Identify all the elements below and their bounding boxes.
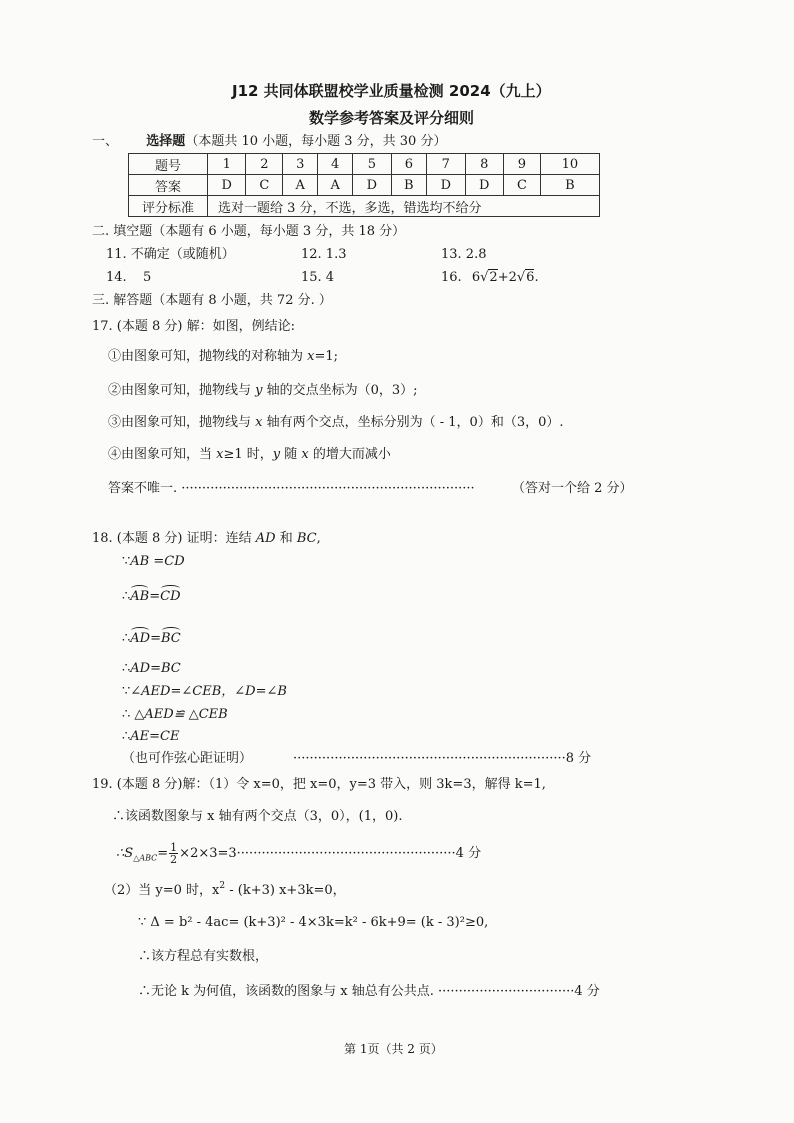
q18-line-2 — [122, 588, 181, 606]
answer-15: 15. 4 — [301, 270, 335, 285]
q19-conclusion: ∴无论 k 为何值，该函数的图象与 x 轴总有公共点. ·································4 分 — [138, 984, 600, 999]
answer-14-number: 14. — [106, 270, 127, 285]
table-cell: 2 — [246, 154, 283, 175]
q18-l1-expr: AB =CD — [130, 554, 185, 569]
arc-bc: BC — [161, 631, 181, 646]
section1-heading — [92, 133, 446, 151]
table-cell: D — [465, 175, 503, 196]
fraction-one-half — [169, 842, 178, 865]
q17-c4-var-x: x — [216, 447, 224, 462]
because-symbol: ∵ — [122, 554, 131, 569]
table-cell: D — [208, 175, 246, 196]
answer-16-plus: +2 — [497, 270, 517, 285]
table-cell: 10 — [540, 154, 599, 175]
q17-c3-var: x — [255, 415, 263, 430]
q18-score: ··································································8 分 — [293, 751, 592, 766]
q19-heading: 19. (本题 8 分)解：（1）令 x=0，把 x=0，y=3 带入，则 3k=3，解得 k=1, — [92, 777, 546, 792]
q17-conclusion-2 — [108, 382, 418, 400]
answer-13: 13. 2.8 — [441, 247, 487, 262]
q17-c2-var: y — [255, 383, 263, 398]
table-cell: 3 — [283, 154, 318, 175]
q17-note: 答案不唯一. ······································································· — [108, 481, 475, 496]
q19-area — [116, 842, 481, 865]
q17-score: （答对一个给 2 分） — [512, 481, 633, 496]
q17-c4-var-y: y — [272, 447, 281, 462]
section2-heading: 二. 填空题（本题有 6 小题，每小题 3 分，共 18 分） — [92, 224, 406, 239]
q18-line-7 — [122, 728, 180, 746]
table-cell: 6 — [391, 154, 427, 175]
table-cell: 评分标准 — [129, 196, 208, 217]
fraction-denominator: 2 — [170, 853, 178, 866]
answer-16-end: . — [534, 270, 539, 285]
therefore-symbol: ∴ — [122, 661, 131, 676]
section3-heading: 三. 解答题（本题有 8 小题，共 72 分. ） — [92, 293, 332, 308]
q19-line-1: ∴该函数图象与 x 轴有两个交点（3，0），(1，0). — [112, 809, 403, 824]
q17-c4-text: ④由图象可知，当 — [108, 447, 217, 462]
table-cell: A — [318, 175, 353, 196]
table-cell: C — [246, 175, 283, 196]
q18-alternative: （也可作弦心距证明） — [122, 751, 253, 766]
q18-heading — [92, 530, 321, 548]
q17-c4-tail: 的增大而减小 — [308, 447, 391, 462]
page-title: J12 共同体联盟校学业质量检测 2024（九上） — [232, 82, 551, 100]
answer-16-radicand-1: 2 — [489, 270, 498, 285]
q19-discriminant: ∵ Δ = b² - 4ac= (k+3)² - 4×3k=k² - 6k+9= (k - 3)²≥0, — [138, 915, 489, 930]
table-cell: 题号 — [129, 154, 208, 175]
answer-11: 11. 不确定（或随机） — [106, 247, 235, 262]
fraction-numerator: 1 — [170, 841, 178, 854]
q18-line-1 — [122, 553, 185, 571]
table-cell: D — [353, 175, 391, 196]
q18-line-6 — [122, 706, 228, 724]
table-cell: C — [504, 175, 541, 196]
arc-ab: AB — [130, 589, 150, 604]
equals-sign: = — [150, 631, 161, 646]
answer-12: 12. 1.3 — [301, 247, 347, 262]
table-cell: 答案 — [129, 175, 208, 196]
table-cell: A — [283, 175, 318, 196]
section1-number: 一、 — [92, 134, 119, 149]
q18-head-ad: AD — [255, 531, 276, 546]
table-cell: 8 — [465, 154, 503, 175]
q18-head-end: , — [316, 531, 321, 546]
table-row — [129, 175, 600, 196]
q17-conclusion-3 — [108, 414, 564, 432]
section1-desc: （本题共 10 小题，每小题 3 分，共 30 分） — [185, 134, 447, 149]
table-cell: D — [427, 175, 465, 196]
q18-l7-expr: AE=CE — [130, 729, 180, 744]
therefore-symbol: ∴ — [122, 707, 135, 722]
choice-answer-table — [128, 153, 600, 217]
q18-l5-expr: ∠AED=∠CEB，∠D=∠B — [130, 684, 287, 699]
equals-sign: = — [157, 846, 169, 861]
q18-head-bc: BC — [296, 531, 317, 546]
q18-head-mid: 和 — [275, 531, 297, 546]
because-symbol: ∵ — [122, 684, 131, 699]
table-cell: 选对一题给 3 分，不选，多选，错选均不给分 — [208, 196, 600, 217]
q19-area-tail: ×2×3=3·····················································4 分 — [179, 846, 482, 861]
therefore-symbol: ∴ — [122, 631, 131, 646]
q17-heading: 17. (本题 8 分) 解：如图，例结论: — [92, 319, 295, 334]
equals-sign: = — [149, 589, 161, 604]
q17-c1-var: x — [307, 349, 315, 364]
q18-l4-expr: AD=BC — [130, 661, 181, 676]
table-cell: 1 — [208, 154, 246, 175]
q18-line-4 — [122, 660, 181, 678]
answer-16-radicand-2: 6 — [526, 270, 535, 285]
q19-p2-text: （2）当 y=0 时，x — [104, 883, 220, 898]
section1-name: 选择题 — [146, 134, 186, 149]
answer-16: 16. 6√2+2√6. — [441, 270, 539, 285]
table-cell: 5 — [353, 154, 391, 175]
therefore-symbol: ∴ — [122, 729, 131, 744]
table-row — [129, 154, 600, 175]
q17-c2-tail: 轴的交点坐标为（0，3）; — [262, 383, 418, 398]
page-footer: 第 1页（共 2 页） — [344, 1042, 443, 1056]
q18-line-5 — [122, 683, 287, 701]
q17-c4-mid: ≥1 时， — [223, 447, 273, 462]
q19-p2-exponent: 2 — [219, 881, 226, 891]
q19-part2-heading — [104, 882, 346, 900]
q19-real-roots: ∴该方程总有实数根， — [138, 949, 269, 964]
q18-head-text: 18. (本题 8 分) 证明：连结 — [92, 531, 256, 546]
answer-16-number: 16. — [441, 270, 462, 285]
table-cell: 4 — [318, 154, 353, 175]
therefore-symbol: ∴ — [122, 589, 131, 604]
answer-16-coef: 6 — [471, 270, 481, 285]
answer-14: 5 — [143, 270, 152, 285]
table-row — [129, 196, 600, 217]
q17-c1-tail: =1; — [314, 349, 339, 364]
table-cell: B — [391, 175, 427, 196]
page-subtitle: 数学参考答案及评分细则 — [309, 109, 475, 127]
q17-c2-text: ②由图象可知，抛物线与 — [108, 383, 256, 398]
q17-c3-tail: 轴有两个交点，坐标分别为（ - 1，0）和（3，0）. — [262, 415, 564, 430]
q17-c1-text: ①由图象可知，抛物线的对称轴为 — [108, 349, 308, 364]
arc-cd: CD — [160, 589, 181, 604]
q18-l6-expr: △AED≌ △CEB — [134, 707, 228, 722]
table-cell: 9 — [504, 154, 541, 175]
q17-c4-mid2: 随 — [280, 447, 302, 462]
q19-area-sub: △ABC — [133, 853, 158, 863]
q19-p2-tail: - (k+3) x+3k=0， — [225, 883, 346, 898]
q18-line-3 — [122, 630, 181, 648]
q17-c3-text: ③由图象可知，抛物线与 — [108, 415, 256, 430]
q19-area-s: ∴S — [116, 846, 134, 861]
q17-c4-var-x2: x — [301, 447, 309, 462]
q17-conclusion-4 — [108, 446, 391, 464]
table-cell: 7 — [427, 154, 465, 175]
arc-ad: AD — [130, 631, 151, 646]
table-cell: B — [540, 175, 599, 196]
q17-conclusion-1 — [108, 348, 338, 366]
